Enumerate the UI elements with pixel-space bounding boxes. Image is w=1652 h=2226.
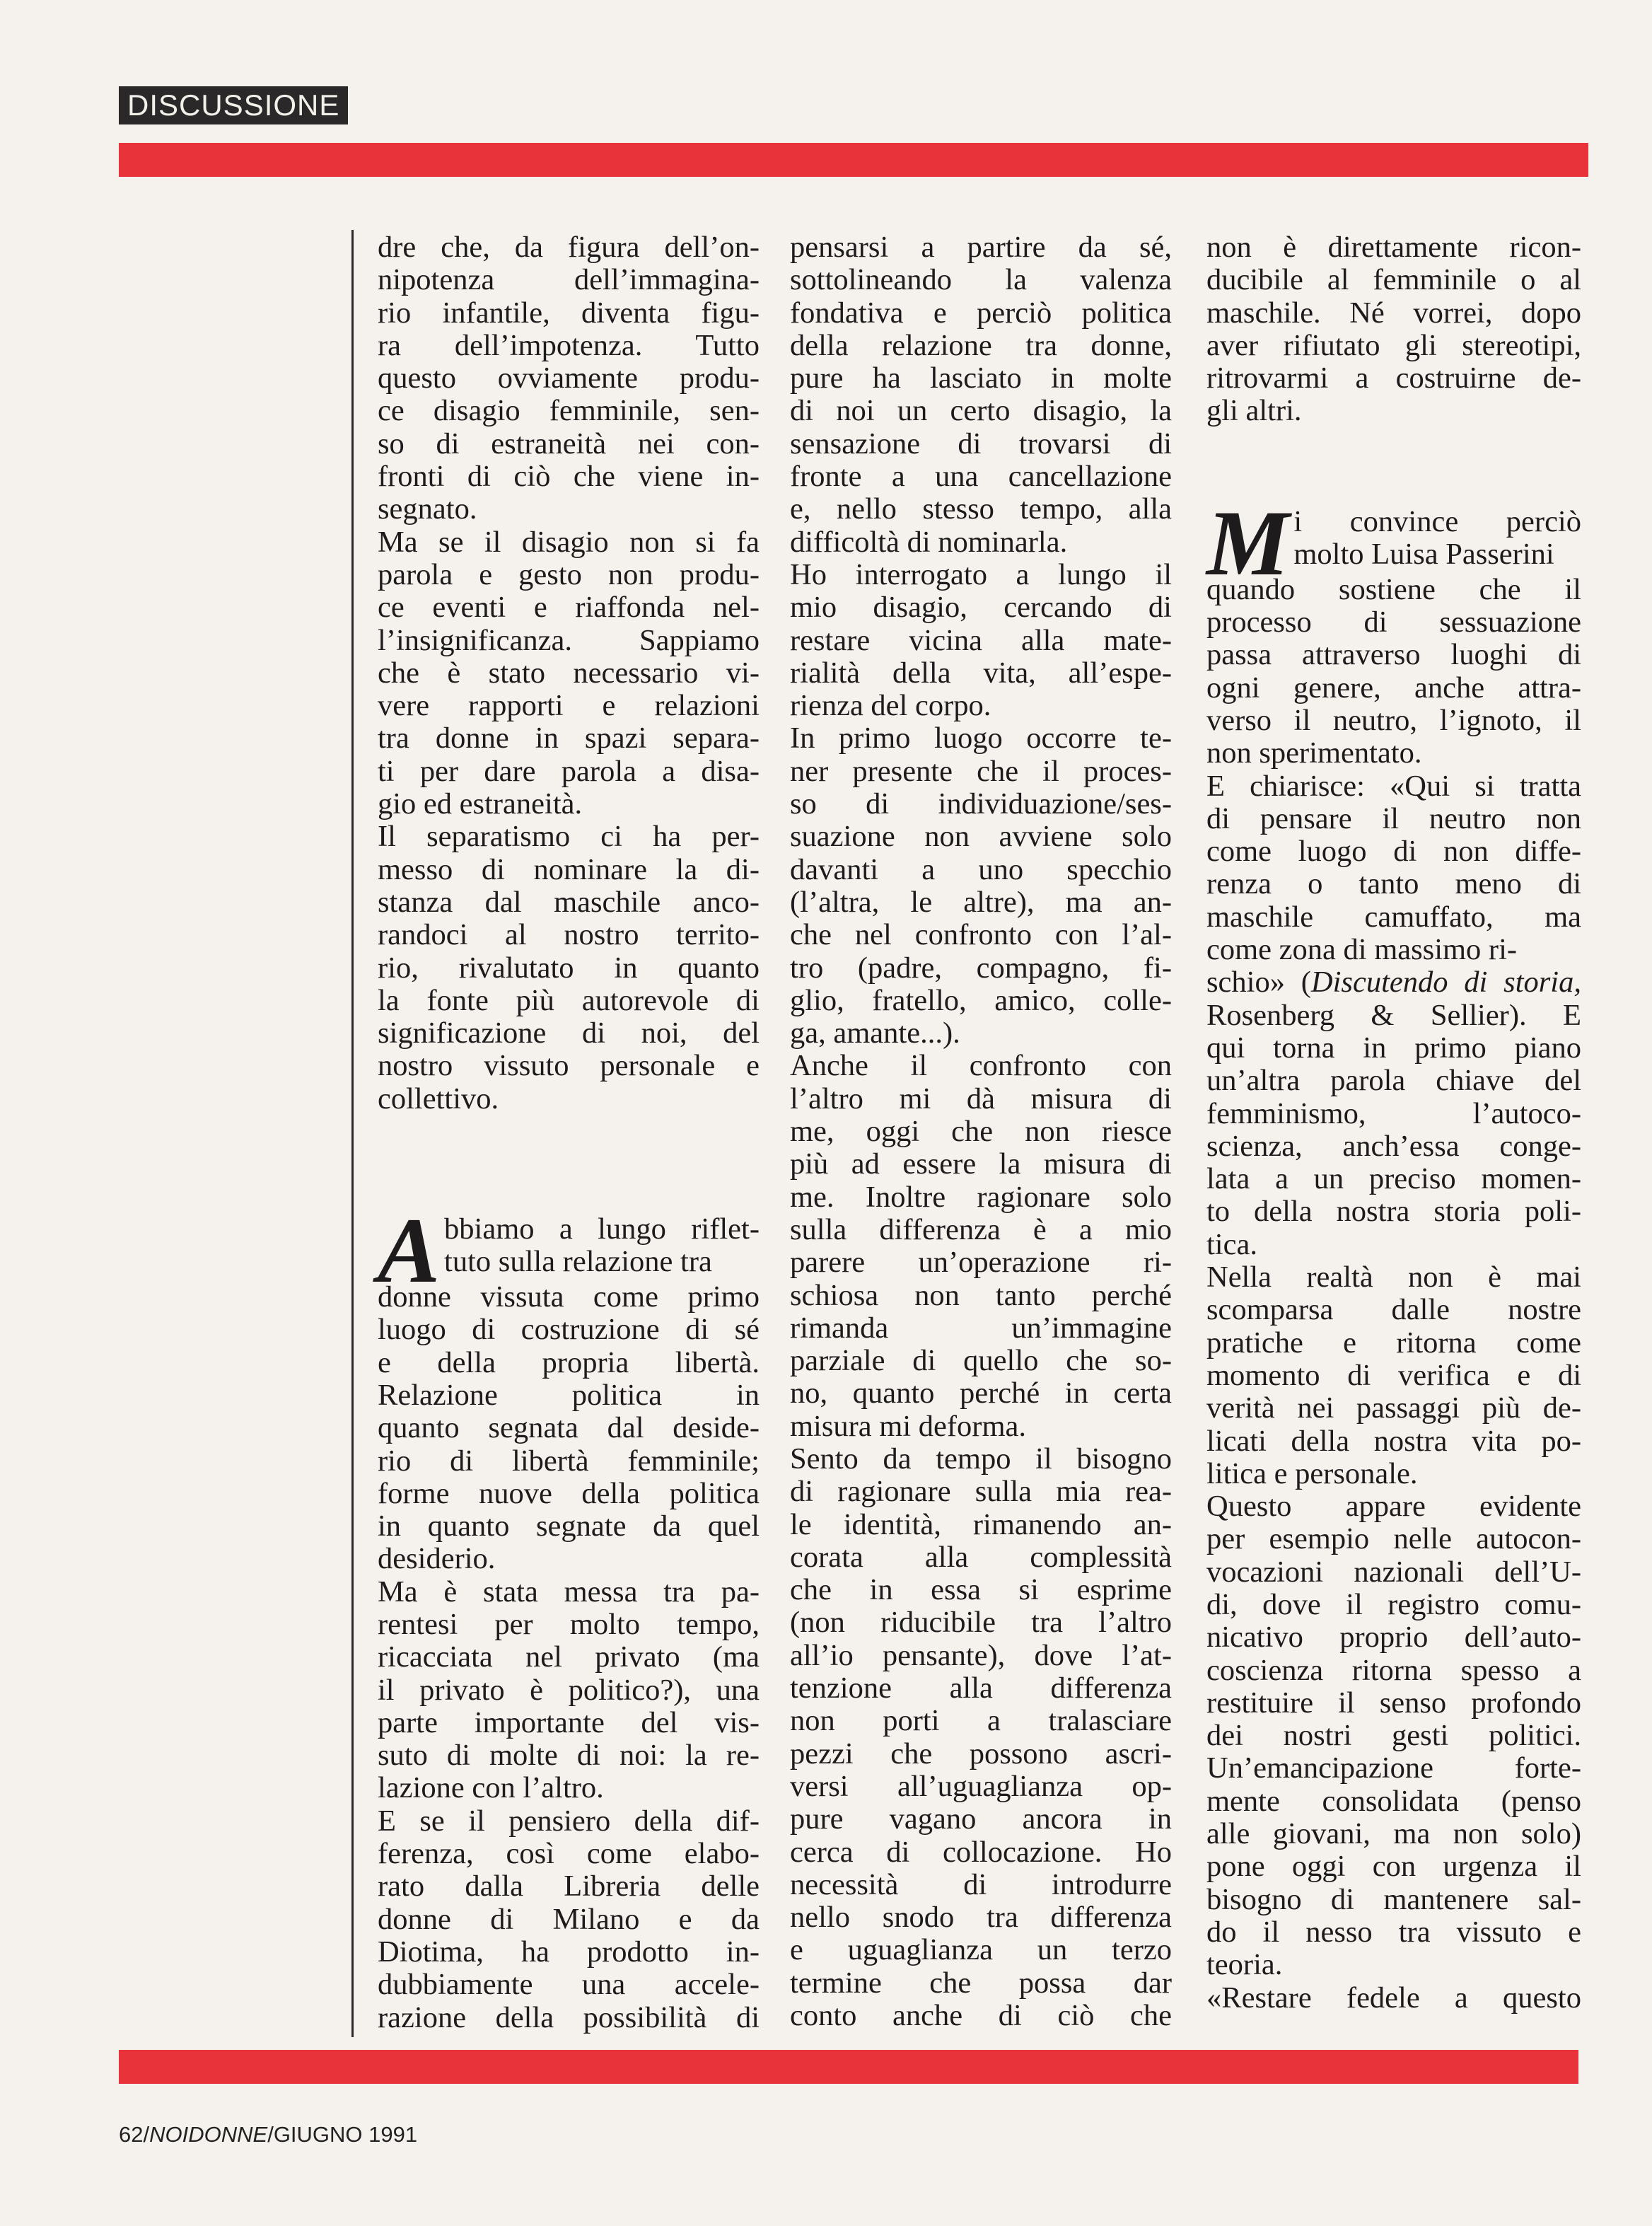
text-line: rienza del corpo. bbox=[790, 689, 991, 723]
paragraph bbox=[1206, 1490, 1581, 1981]
magazine-name: NOIDONNE bbox=[149, 2122, 268, 2147]
text-line: donne vissuta come primo bbox=[378, 1280, 760, 1314]
text-line: licati della nostra vita po- bbox=[1206, 1424, 1581, 1458]
top-red-band bbox=[119, 143, 1588, 177]
text-line: luogo di costruzione di sé bbox=[378, 1313, 760, 1347]
text-line: so di estraneità nei con- bbox=[378, 427, 760, 460]
text-line: ce disagio femminile, sen- bbox=[378, 394, 760, 428]
text-line: Rosenberg & Sellier). E bbox=[1206, 998, 1581, 1032]
text-line: ritrovarmi a costruirne de- bbox=[1206, 361, 1581, 395]
text-line: dei nostri gesti politici. bbox=[1206, 1719, 1581, 1753]
paragraph bbox=[790, 722, 1172, 1050]
text-line: nipotenza dell’immagina- bbox=[378, 263, 760, 297]
text-line: rialità della vita, all’espe- bbox=[790, 656, 1172, 690]
text-line: che è stato necessario vi- bbox=[378, 656, 760, 690]
text-line: maschile. Né vorrei, dopo bbox=[1206, 296, 1581, 330]
text-line: lata a un preciso momen- bbox=[1206, 1162, 1581, 1196]
text-line: gio ed estraneità. bbox=[378, 787, 583, 821]
text-line: pratiche e ritorna come bbox=[1206, 1326, 1581, 1360]
text-line: bbiamo a lungo riflet- bbox=[444, 1212, 760, 1246]
text-line: passa attraverso luoghi di bbox=[1206, 638, 1581, 672]
text-line: do il nesso tra vissuto e bbox=[1206, 1915, 1581, 1949]
text-line: che nel confronto con l’al- bbox=[790, 918, 1172, 952]
text-line: ce eventi e riaffonda nel- bbox=[378, 591, 760, 625]
text-line: rio infantile, diventa figu- bbox=[378, 296, 760, 330]
text-line: dubbiamente una accele- bbox=[378, 1968, 760, 2002]
text-line: Ma è stata messa tra pa- bbox=[378, 1575, 760, 1608]
text-line: come zona di massimo ri- bbox=[1206, 933, 1518, 967]
text-line: Relazione politica in bbox=[378, 1378, 760, 1412]
text-line: rio, rivalutato in quanto bbox=[378, 951, 760, 985]
text-line: glio, fratello, amico, colle- bbox=[790, 983, 1172, 1017]
text-line: coscienza ritorna spesso a bbox=[1206, 1653, 1581, 1687]
text-line: to della nostra storia poli- bbox=[1206, 1195, 1581, 1229]
drop-cap: M bbox=[1206, 490, 1290, 595]
text-line: sensazione di trovarsi di bbox=[790, 427, 1172, 460]
text-line: qui torna in primo piano bbox=[1206, 1031, 1581, 1065]
text-line: e uguaglianza un terzo bbox=[790, 1933, 1172, 1967]
text-line: ra dell’impotenza. Tutto bbox=[378, 328, 760, 362]
text-line: pure ha lasciato in molte bbox=[790, 361, 1172, 395]
text-line: gli altri. bbox=[1206, 394, 1302, 428]
text-line: rato dalla Libreria delle bbox=[378, 1870, 760, 1903]
text-line: me. Inoltre ragionare solo bbox=[790, 1180, 1172, 1214]
text-line: ner presente che il proces- bbox=[790, 754, 1172, 788]
text-line: rentesi per molto tempo, bbox=[378, 1607, 760, 1641]
paragraph bbox=[790, 559, 1172, 722]
text-line: (l’altra, le altre), ma an- bbox=[790, 885, 1172, 919]
paragraph bbox=[790, 1443, 1172, 2032]
text-line: Ho interrogato a lungo il bbox=[790, 557, 1172, 591]
text-line: per esempio nelle autocon- bbox=[1206, 1522, 1581, 1556]
text-line: che in essa si esprime bbox=[790, 1573, 1172, 1607]
text-line: sottolineando la valenza bbox=[790, 263, 1172, 297]
text-line: come luogo di non diffe- bbox=[1206, 835, 1581, 869]
text-line: Diotima, ha prodotto in- bbox=[378, 1935, 760, 1969]
text-line: fronti di ciò che viene in- bbox=[378, 460, 760, 494]
text-line: forme nuove della politica bbox=[378, 1476, 760, 1510]
text-line: Ma se il disagio non si fa bbox=[378, 525, 760, 559]
text-line: In primo luogo occorre te- bbox=[790, 721, 1172, 755]
text-line: Il separatismo ci ha per- bbox=[378, 820, 760, 854]
text-line: nicativo proprio dell’auto- bbox=[1206, 1621, 1581, 1654]
paragraph bbox=[1206, 770, 1581, 1261]
text-line: suazione non avviene solo bbox=[790, 820, 1172, 854]
text-line: pensarsi a partire da sé, bbox=[790, 231, 1172, 264]
page-footer: 62/NOIDONNE/GIUGNO 1991 bbox=[119, 2122, 418, 2147]
text-line: Anche il confronto con bbox=[790, 1049, 1172, 1083]
text-line: di pensare il neutro non bbox=[1206, 801, 1581, 835]
drop-cap: A bbox=[378, 1198, 441, 1303]
text-line: desiderio. bbox=[378, 1542, 496, 1576]
text-line: mio disagio, cercando di bbox=[790, 591, 1172, 625]
text-line: litica e personale. bbox=[1206, 1456, 1418, 1490]
text-line: tenzione alla differenza bbox=[790, 1671, 1172, 1705]
text-line: un’altra parola chiave del bbox=[1206, 1064, 1581, 1098]
text-line: no, quanto perché in certa bbox=[790, 1376, 1172, 1410]
text-line: parziale di quello che so- bbox=[790, 1344, 1172, 1378]
text-line: bisogno di mantenere sal- bbox=[1206, 1882, 1581, 1916]
column-rule bbox=[351, 230, 354, 2037]
text-line: di noi un certo disagio, la bbox=[790, 394, 1172, 428]
text-line: randoci al nostro territo- bbox=[378, 918, 760, 952]
text-line: vocazioni nazionali dell’U- bbox=[1206, 1555, 1581, 1589]
paragraph bbox=[790, 1050, 1172, 1443]
text-line: pure vagano ancora in bbox=[790, 1802, 1172, 1836]
text-line: misura mi deforma. bbox=[790, 1409, 1027, 1443]
text-line: Un’emancipazione forte- bbox=[1206, 1751, 1581, 1785]
paragraph bbox=[378, 1805, 760, 2034]
text-line: della relazione tra donne, bbox=[790, 328, 1172, 362]
text-line: il privato è politico?), una bbox=[378, 1673, 760, 1707]
text-line: (non riducibile tra l’altro bbox=[790, 1606, 1172, 1640]
text-line: davanti a uno specchio bbox=[790, 852, 1172, 886]
paragraph bbox=[790, 231, 1172, 559]
column-2 bbox=[790, 231, 1172, 2032]
text-line: ogni genere, anche attra- bbox=[1206, 671, 1581, 705]
text-line: me, oggi che non riesce bbox=[790, 1115, 1172, 1149]
text-line: in quanto segnate da quel bbox=[378, 1509, 760, 1543]
text-line: restare vicina alla mate- bbox=[790, 623, 1172, 657]
paragraph bbox=[1206, 1982, 1581, 2015]
text-line: di, dove il registro comu- bbox=[1206, 1587, 1581, 1621]
text-line: parola e gesto non produ- bbox=[378, 557, 760, 591]
text-line: e della propria libertà. bbox=[378, 1345, 760, 1379]
text-line: l’altro mi dà misura di bbox=[790, 1082, 1172, 1115]
text-line: necessità di introdurre bbox=[790, 1867, 1172, 1901]
text-line: teoria. bbox=[1206, 1948, 1283, 1982]
text-line: ferenza, così come elabo- bbox=[378, 1837, 760, 1871]
text-line: tra donne in spazi separa- bbox=[378, 721, 760, 755]
text-line: lazione con l’altro. bbox=[378, 1771, 604, 1805]
text-line: Sento da tempo il bisogno bbox=[790, 1442, 1172, 1476]
text-line: nello snodo tra differenza bbox=[790, 1901, 1172, 1935]
text-line: Nella realtà non è mai bbox=[1206, 1260, 1581, 1294]
text-line: donne di Milano e da bbox=[378, 1902, 760, 1936]
bottom-red-band bbox=[119, 2050, 1578, 2084]
text-line: dre che, da figura dell’on- bbox=[378, 231, 760, 264]
text-line: non è direttamente ricon- bbox=[1206, 231, 1581, 264]
text-line: parte importante del vis- bbox=[378, 1705, 760, 1739]
text-line: rimanda un’immagine bbox=[790, 1311, 1172, 1345]
text-line: scomparsa dalle nostre bbox=[1206, 1293, 1581, 1327]
paragraph bbox=[378, 821, 760, 1115]
text-line: E se il pensiero della dif- bbox=[378, 1804, 760, 1838]
text-line: mente consolidata (penso bbox=[1206, 1784, 1581, 1818]
text-line: la fonte più autorevole di bbox=[378, 983, 760, 1017]
text-line: E chiarisce: «Qui si tratta bbox=[1206, 769, 1581, 803]
text-line: non sperimentato. bbox=[1206, 736, 1422, 770]
text-line: all’io pensante), dove l’at- bbox=[790, 1638, 1172, 1672]
text-line: tica. bbox=[1206, 1227, 1257, 1261]
text-line: scienza, anch’essa conge- bbox=[1206, 1129, 1581, 1163]
text-line: Questo appare evidente bbox=[1206, 1490, 1581, 1524]
text-line: processo di sessuazione bbox=[1206, 605, 1581, 639]
text-line: versi all’uguaglianza op- bbox=[790, 1769, 1172, 1803]
text-line: più ad essere la misura di bbox=[790, 1147, 1172, 1181]
text-line: tuto sulla relazione tra bbox=[444, 1245, 712, 1279]
text-line: suto di molte di noi: la re- bbox=[378, 1739, 760, 1773]
text-line: alle giovani, ma non solo) bbox=[1206, 1817, 1581, 1851]
text-line: rio di libertà femminile; bbox=[378, 1444, 760, 1478]
paragraph-dropcap bbox=[378, 1198, 760, 1576]
text-line: schiosa non tanto perché bbox=[790, 1278, 1172, 1312]
text-line: momento di verifica e di bbox=[1206, 1358, 1581, 1392]
text-line: tro (padre, compagno, fi- bbox=[790, 951, 1172, 985]
text-line: corata alla complessità bbox=[790, 1540, 1172, 1574]
text-line: messo di nominare la di- bbox=[378, 852, 760, 886]
text-line: quando sostiene che il bbox=[1206, 572, 1581, 606]
text-line: stanza dal maschile anco- bbox=[378, 885, 760, 919]
text-line: «Restare fedele a questo bbox=[1206, 1981, 1581, 2015]
text-line: parere un’operazione ri- bbox=[790, 1246, 1172, 1280]
text-line: cerca di collocazione. Ho bbox=[790, 1835, 1172, 1869]
text-line: restituire il senso profondo bbox=[1206, 1686, 1581, 1720]
text-line: ricacciata nel privato (ma bbox=[378, 1640, 760, 1674]
text-line: molto Luisa Passerini bbox=[1293, 538, 1554, 572]
text-line: questo ovviamente produ- bbox=[378, 361, 760, 395]
text-line: i convince perciò bbox=[1293, 504, 1581, 538]
paragraph bbox=[1206, 1261, 1581, 1490]
paragraph bbox=[378, 1576, 760, 1805]
text-line: conto anche di ciò che bbox=[790, 1999, 1172, 2033]
text-line: verso il neutro, l’ignoto, il bbox=[1206, 703, 1581, 737]
paragraph bbox=[1206, 231, 1581, 428]
text-line: aver rifiutato gli stereotipi, bbox=[1206, 328, 1581, 362]
text-line: difficoltà di nominarla. bbox=[790, 525, 1068, 559]
text-line: le identità, rimanendo an- bbox=[790, 1507, 1172, 1541]
book-title: Discutendo di storia, bbox=[1310, 966, 1581, 999]
column-3 bbox=[1206, 231, 1581, 2015]
text-line: quanto segnata dal deside- bbox=[378, 1411, 760, 1445]
text-line: razione della possibilità di bbox=[378, 2000, 760, 2034]
text-line: vere rapporti e relazioni bbox=[378, 689, 760, 723]
section-label: DISCUSSIONE bbox=[119, 86, 348, 124]
paragraph bbox=[378, 231, 760, 526]
paragraph bbox=[378, 526, 760, 821]
text-line: fronte a una cancellazione bbox=[790, 460, 1172, 494]
text-line: fondativa e perciò politica bbox=[790, 296, 1172, 330]
page-number: 62 bbox=[119, 2122, 144, 2147]
issue-date: GIUGNO 1991 bbox=[273, 2122, 418, 2147]
column-1 bbox=[378, 231, 760, 2034]
text-line: significazione di noi, del bbox=[378, 1016, 760, 1050]
text-line: so di individuazione/ses- bbox=[790, 787, 1172, 821]
citation-line: schio» (Discutendo di storia, bbox=[1206, 966, 1581, 999]
text-line: renza o tanto meno di bbox=[1206, 867, 1581, 901]
text-line: l’insignificanza. Sappiamo bbox=[378, 623, 760, 657]
text-line: verità nei passaggi più de- bbox=[1206, 1391, 1581, 1425]
text-line: non porti a tralasciare bbox=[790, 1704, 1172, 1738]
text-line: di ragionare sulla mia rea- bbox=[790, 1475, 1172, 1509]
text-line: ga, amante...). bbox=[790, 1016, 960, 1050]
text-line: ducibile al femminile o al bbox=[1206, 263, 1581, 297]
text-line: collettivo. bbox=[378, 1082, 499, 1115]
paragraph-dropcap bbox=[1206, 490, 1581, 770]
text-line: segnato. bbox=[378, 492, 477, 526]
text-line: maschile camuffato, ma bbox=[1206, 900, 1581, 934]
text-line: pezzi che possono ascri- bbox=[790, 1737, 1172, 1770]
text-line: femminismo, l’autoco- bbox=[1206, 1096, 1581, 1130]
text-line: e, nello stesso tempo, alla bbox=[790, 492, 1172, 526]
text-line: ti per dare parola a disa- bbox=[378, 754, 760, 788]
text-line: termine che possa dar bbox=[790, 1966, 1172, 2000]
text-line: nostro vissuto personale e bbox=[378, 1049, 760, 1083]
text-line: sulla differenza è a mio bbox=[790, 1212, 1172, 1246]
text-line: pone oggi con urgenza il bbox=[1206, 1850, 1581, 1884]
